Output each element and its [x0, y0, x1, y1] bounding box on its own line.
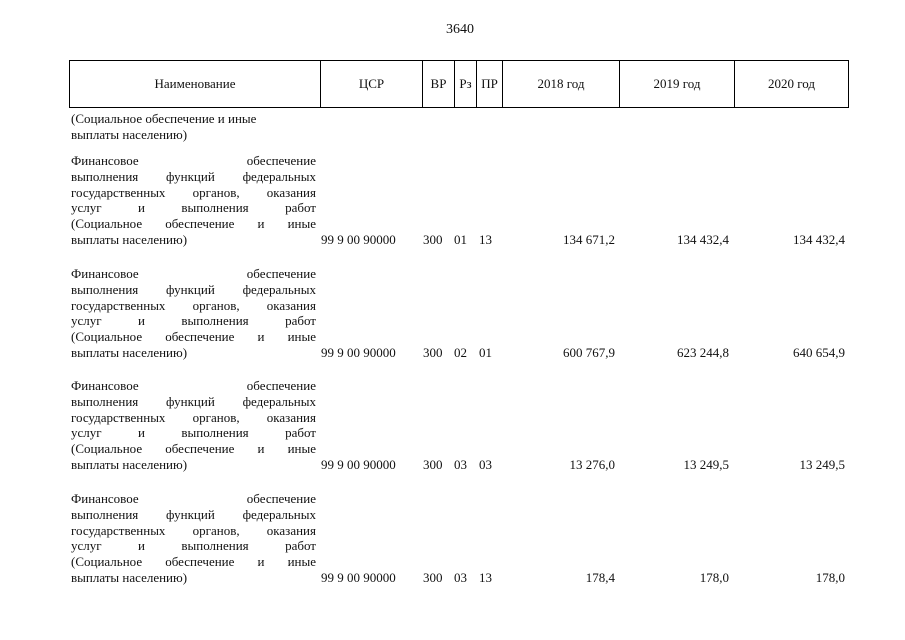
- cell-pr: 03: [479, 457, 492, 472]
- name-line: Финансовое обеспечение: [71, 378, 316, 393]
- name-line: выплаты населению): [71, 344, 188, 360]
- name-line: государственных органов, оказания: [71, 522, 316, 538]
- header-name: Наименование: [154, 76, 236, 91]
- cell-2018: 178,4: [585, 570, 615, 585]
- header-2019: 2019 год: [619, 61, 734, 107]
- header-rz: Рз: [454, 61, 476, 107]
- name-line: выполнения функций федеральных: [71, 393, 316, 409]
- table-header: [69, 60, 849, 108]
- name-line: (Социальное обеспечение и иные: [71, 441, 316, 457]
- cell-rz: 01: [454, 232, 467, 247]
- header-2020: 2020 год: [734, 61, 848, 107]
- cell-vr: 300: [423, 570, 443, 585]
- name-line: выполнения функций федеральных: [71, 506, 316, 522]
- cell-2018: 13 276,0: [569, 457, 615, 472]
- cell-2019: 13 249,5: [683, 457, 729, 472]
- cell-2020: 178,0: [815, 570, 845, 585]
- name-line: Финансовое обеспечение: [71, 153, 316, 168]
- name-line: услуг и выполнения работ: [71, 425, 316, 441]
- continuation-text: [71, 111, 316, 143]
- name-line: Финансовое обеспечение: [71, 266, 316, 281]
- row-name: [71, 153, 316, 248]
- cell-rz: 02: [454, 345, 467, 360]
- cell-2019: 623 244,8: [677, 345, 729, 360]
- row-name: [71, 378, 316, 473]
- cell-pr: 13: [479, 232, 492, 247]
- cell-2020: 640 654,9: [793, 345, 845, 360]
- cell-csr: 99 9 00 90000: [321, 232, 396, 247]
- name-line: выполнения функций федеральных: [71, 168, 316, 184]
- name-line: (Социальное обеспечение и иные: [71, 554, 316, 570]
- cell-2020: 134 432,4: [793, 232, 845, 247]
- name-line: выплаты населению): [71, 456, 188, 472]
- header-vr: ВР: [422, 61, 454, 107]
- cell-pr: 13: [479, 570, 492, 585]
- row-name: [71, 491, 316, 586]
- cell-2018: 600 767,9: [563, 345, 615, 360]
- cell-2019: 134 432,4: [677, 232, 729, 247]
- header-2018: 2018 год: [502, 61, 619, 107]
- cell-vr: 300: [423, 345, 443, 360]
- name-line: выплаты населению): [71, 569, 188, 585]
- cell-2019: 178,0: [699, 570, 729, 585]
- name-line: услуг и выполнения работ: [71, 538, 316, 554]
- header-csr: ЦСР: [320, 61, 422, 107]
- name-line: выплаты населению): [71, 126, 188, 142]
- name-line: выполнения функций федеральных: [71, 281, 316, 297]
- name-line: (Социальное обеспечение и иные: [71, 329, 316, 345]
- cell-rz: 03: [454, 457, 467, 472]
- cell-2020: 13 249,5: [799, 457, 845, 472]
- cell-csr: 99 9 00 90000: [321, 345, 396, 360]
- name-line: услуг и выполнения работ: [71, 313, 316, 329]
- name-line: Финансовое обеспечение: [71, 491, 316, 506]
- name-line: государственных органов, оказания: [71, 409, 316, 425]
- name-line: (Социальное обеспечение и иные: [71, 111, 257, 126]
- cell-pr: 01: [479, 345, 492, 360]
- page-number: 3640: [446, 22, 474, 37]
- name-line: (Социальное обеспечение и иные: [71, 216, 316, 232]
- cell-rz: 03: [454, 570, 467, 585]
- name-line: выплаты населению): [71, 231, 188, 247]
- name-line: государственных органов, оказания: [71, 297, 316, 313]
- cell-vr: 300: [423, 232, 443, 247]
- cell-vr: 300: [423, 457, 443, 472]
- name-line: государственных органов, оказания: [71, 184, 316, 200]
- cell-csr: 99 9 00 90000: [321, 570, 396, 585]
- header-pr: ПР: [476, 61, 502, 107]
- row-name: [71, 266, 316, 361]
- cell-csr: 99 9 00 90000: [321, 457, 396, 472]
- name-line: услуг и выполнения работ: [71, 200, 316, 216]
- cell-2018: 134 671,2: [563, 232, 615, 247]
